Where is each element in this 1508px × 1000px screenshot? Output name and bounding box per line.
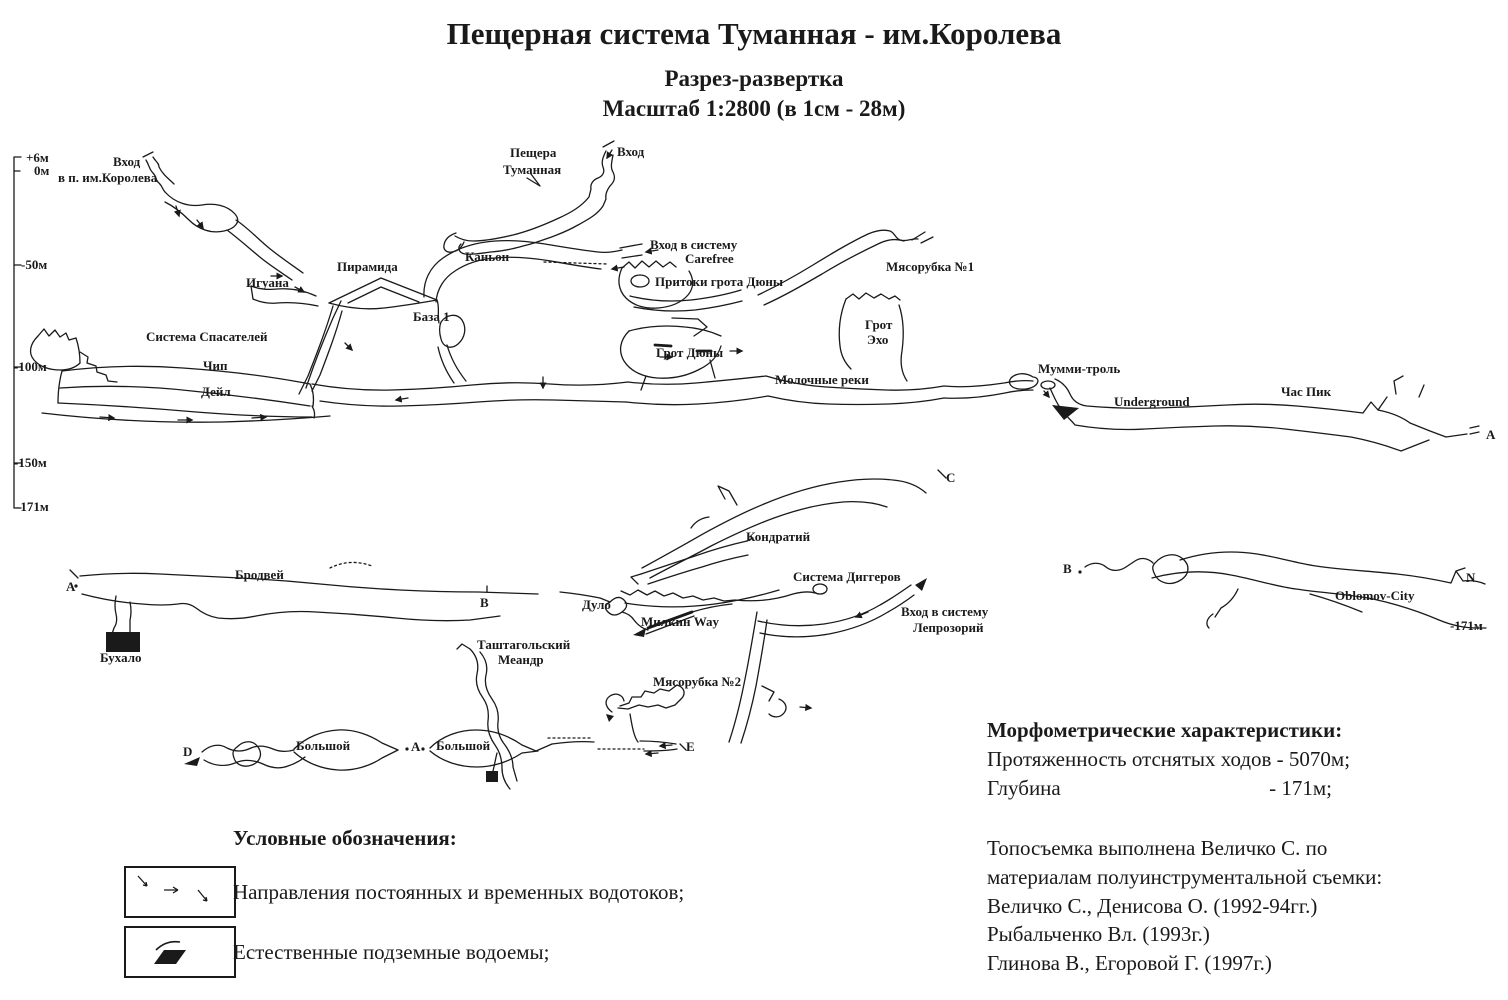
- survey-line-1: Топосъемка выполнена Величко С. по: [987, 836, 1328, 860]
- label-point-d: D: [183, 744, 193, 759]
- depth-tick-50: -50м: [21, 257, 48, 272]
- label-leprozoriy-1: Вход в систему: [901, 604, 989, 619]
- label-bolshoy1: Большой: [296, 738, 351, 753]
- label-brodvey: Бродвей: [235, 567, 284, 582]
- label-milkin-way: Милкин Way: [641, 614, 720, 629]
- morpho-length-line: Протяженность отснятых ходов - 5070м;: [987, 746, 1351, 771]
- survey-line-3: Величко С., Денисова О. (1992-94гг.): [987, 893, 1318, 918]
- label-peshchera-1: Пещера: [510, 145, 557, 160]
- morpho-depth-label: Глубина: [987, 775, 1061, 800]
- label-carefree-1: Вход в систему: [650, 237, 738, 252]
- label-iguana: Игуана: [246, 275, 289, 290]
- depth-tick-171: -171м: [16, 499, 49, 514]
- myasorubka2-passage: [606, 685, 684, 742]
- bottom-passage-bolshoy: [184, 730, 686, 782]
- label-point-b-right: В: [1063, 561, 1072, 576]
- sistema-spasateley: [31, 301, 341, 422]
- depth-tick-plus6: +6м: [26, 150, 49, 165]
- label-sistema-diggerov: Система Диггеров: [793, 569, 901, 584]
- survey-line-2: материалам полуинструментальной съемки:: [987, 864, 1383, 889]
- depth-tick-0: 0м: [34, 163, 50, 178]
- label-bolshoy2: Большой: [436, 738, 491, 753]
- legend-symbol-flow-arrows: [124, 866, 236, 918]
- label-kanyon: Каньон: [465, 249, 510, 264]
- depth-tick-150: -150м: [14, 455, 47, 470]
- survey-line-4: Рыбальченко Вл. (1993г.): [987, 922, 1210, 947]
- label-point-n: N: [1466, 570, 1476, 585]
- label-point-e: Е: [686, 739, 695, 754]
- label-myasorubka1: Мясорубка №1: [886, 259, 975, 274]
- label-point-b-mid: В: [480, 595, 489, 610]
- label-peshchera-2: Туманная: [503, 162, 562, 177]
- gallery-mummi-chas-pik: [944, 374, 1479, 451]
- flow-direction-icon: [126, 868, 230, 912]
- label-molochnye-reki: Молочные реки: [775, 372, 869, 387]
- page-title: Пещерная система Туманная - им.Королева: [446, 16, 1062, 51]
- kanyon-passage: [424, 241, 642, 302]
- label-kondratiy: Кондратий: [746, 529, 811, 544]
- water-body-icon: [126, 928, 230, 972]
- oblomov-city-passage: [1078, 552, 1486, 628]
- label-point-a-station: А: [411, 739, 421, 754]
- label-entrance-korolev-1: Вход: [113, 154, 141, 169]
- label-carefree-2: Carefree: [685, 251, 734, 266]
- survey-line-5: Глинова В., Егоровой Г. (1997г.): [987, 951, 1272, 976]
- label-point-a-right: A: [1486, 427, 1496, 442]
- morphometric-notes: [987, 716, 1457, 802]
- label-mummi-trol: Мумми-троль: [1038, 361, 1121, 376]
- label-grot-dyuny: Грот Дюны: [656, 345, 724, 360]
- label-buhalo: Бухало: [100, 650, 142, 665]
- label-pritoki: Притоки грота Дюны: [655, 274, 784, 289]
- label-deyl: Дейл: [201, 384, 231, 399]
- label-grot-2: Эхо: [867, 332, 889, 347]
- diggery-passage: [621, 584, 827, 607]
- morpho-heading: Морфометрические характеристики:: [987, 718, 1343, 742]
- label-tashtagolsky-1: Таштагольский: [477, 637, 571, 652]
- label-vhod-top: Вход: [617, 144, 645, 159]
- kondratiy-passage: [631, 538, 753, 584]
- korolev-entrance-passage: [143, 152, 303, 280]
- label-baza1: База 1: [413, 309, 450, 324]
- page-subtitle-section: Разрез-развертка: [664, 66, 844, 91]
- depth-tick-100: -100м: [14, 359, 47, 374]
- legend-heading: Условные обозначения:: [233, 826, 457, 850]
- piramida-baza1: [299, 278, 466, 394]
- label-chas-pik: Час Пик: [1281, 384, 1332, 399]
- label-depth-171-right: -171м: [1450, 618, 1483, 633]
- morpho-depth-row: [987, 774, 1332, 803]
- label-underground: Underground: [1114, 394, 1190, 409]
- legend-item-flow-text: Направления постоянных и временных водотоков;: [233, 880, 685, 904]
- survey-credits: [987, 834, 1467, 978]
- morpho-depth-value: - 171м;: [1269, 775, 1332, 800]
- label-piramida: Пирамида: [337, 259, 398, 274]
- label-sistema-spasateley: Система Спасателей: [146, 329, 268, 344]
- label-chip: Чип: [203, 358, 228, 373]
- label-oblomov-city: Oblomov-City: [1335, 588, 1415, 603]
- label-point-c: С: [946, 470, 956, 485]
- label-leprozoriy-2: Лепрозорий: [913, 620, 984, 635]
- label-dulo: Дуло: [582, 597, 611, 612]
- legend-item-water-text: Естественные подземные водоемы;: [233, 940, 550, 964]
- brodvey-passage: [70, 562, 538, 652]
- page-subtitle-scale: Масштаб 1:2800 (в 1см - 28м): [602, 96, 906, 121]
- label-point-a-left: А: [66, 579, 76, 594]
- label-tashtagolsky-2: Меандр: [498, 652, 544, 667]
- label-grot-1: Грот: [865, 317, 893, 332]
- c-branch-passage: [642, 470, 946, 578]
- label-entrance-korolev-2: в п. им.Королева: [58, 170, 158, 185]
- label-myasorubka2: Мясорубка №2: [653, 674, 742, 689]
- legend-symbol-water-body: [124, 926, 236, 978]
